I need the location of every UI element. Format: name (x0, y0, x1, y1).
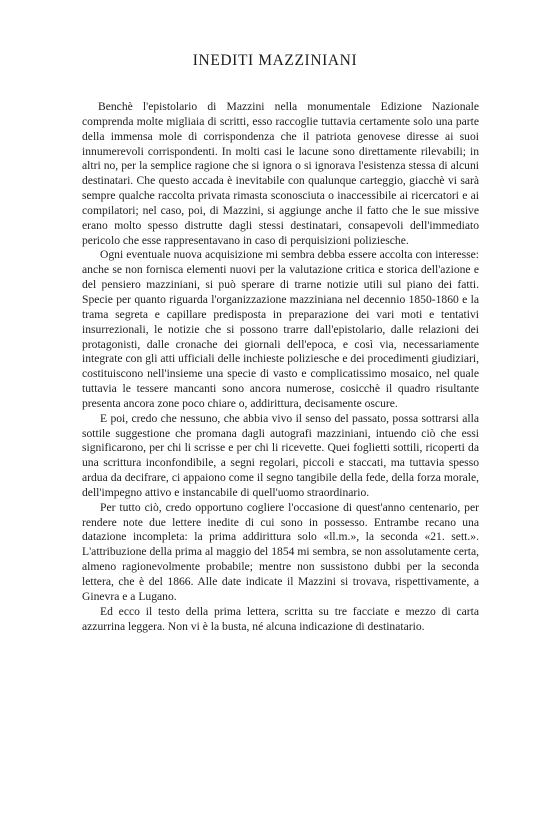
paragraph: Benchè l'epistolario di Mazzini nella monumentale Edizione Nazionale comprenda molte migliaia di scritti, esso raccoglie tuttavia certamente solo una parte della immensa mole di corrispondenza che il patriota genovese diresse ai suoi innumerevoli corrispondenti. In molti casi le lacune sono direttamente rilevabili; in altri no, per la semplice ragione che si ignora o si ignorava l'esistenza stessa di alcuni destinatari. Che questo accada è inevitabile con qualunque carteggio, giacchè vi sarà sempre qualche raccolta privata rimasta sconosciuta o inaccessibile ai ricercatori e ai compilatori; nel caso, poi, di Mazzini, si aggiunge anche il fatto che le sue missive erano molto spesso distrutte dagli stessi destinatari, consapevoli dell'immediato pericolo che esse rappresentavano in caso di perquisizioni poliziesche. (82, 100, 479, 247)
paragraph: Per tutto ciò, credo opportuno cogliere l'occasione di quest'anno centenario, per rendere note due lettere inedite di cui sono in possesso. Entrambe recano una datazione incompleta: la prima addirittura solo «ll.m.», la seconda «21. sett.». L'attribuzione della prima al maggio del 1854 mi sembra, se non assolutamente certa, almeno ragionevolmente probabile; mentre non sussistono dubbi per la seconda lettera, che è del 1866. Alle date indicate il Mazzini si trovava, rispettivamente, a Ginevra e a Lugano. (82, 500, 479, 603)
document-body (82, 100, 479, 634)
paragraph: Ogni eventuale nuova acquisizione mi sembra debba essere accolta con interesse: anche se non fornisca elementi nuovi per la valutazione critica e storica dell'azione e del pensiero mazziniani, si può sperare di trarne notizie utili sul piano dei fatti. Specie per quanto riguarda l'organizzazione mazziniana nel decennio 1850-1860 e la trama segreta e capillare predisposta in preparazione dei vari moti e tentativi insurrezionali, le notizie che si possono trarre dall'epistolario, dalle relazioni dei protagonisti, dalle cronache dei giornali dell'epoca, e così via, necessariamente integrate con gli atti ufficiali delle inchieste poliziesche e dei procedimenti giudiziari, costituiscono nell'insieme una specie di vasto e complicatissimo mosaico, nel quale tuttavia le tessere mancanti sono ancora numerose, cosicchè il quadro risultante presenta ancora zone poco chiare o, addirittura, decisamente oscure. (82, 248, 479, 410)
page-title: INEDITI MAZZINIANI (192, 52, 358, 69)
paragraph: Ed ecco il testo della prima lettera, scritta su tre facciate e mezzo di carta azzurrina leggera. Non vi è la busta, né alcuna indicazione di destinatario. (82, 604, 479, 633)
paragraph: E poi, credo che nessuno, che abbia vivo il senso del passato, possa sottrarsi alla sottile suggestione che promana dagli autografi mazziniani, intuendo ciò che essi significarono, per chi li scrisse e per chi li ricevette. Quei foglietti sottili, ricoperti da una scrittura inconfondibile, a segni regolari, piccoli e staccati, ma tuttavia spesso ardua da decifrare, ci appaiono come il segno tangibile della fede, della forza morale, dell'impegno attivo e instancabile di quell'uomo straordinario. (82, 411, 479, 499)
